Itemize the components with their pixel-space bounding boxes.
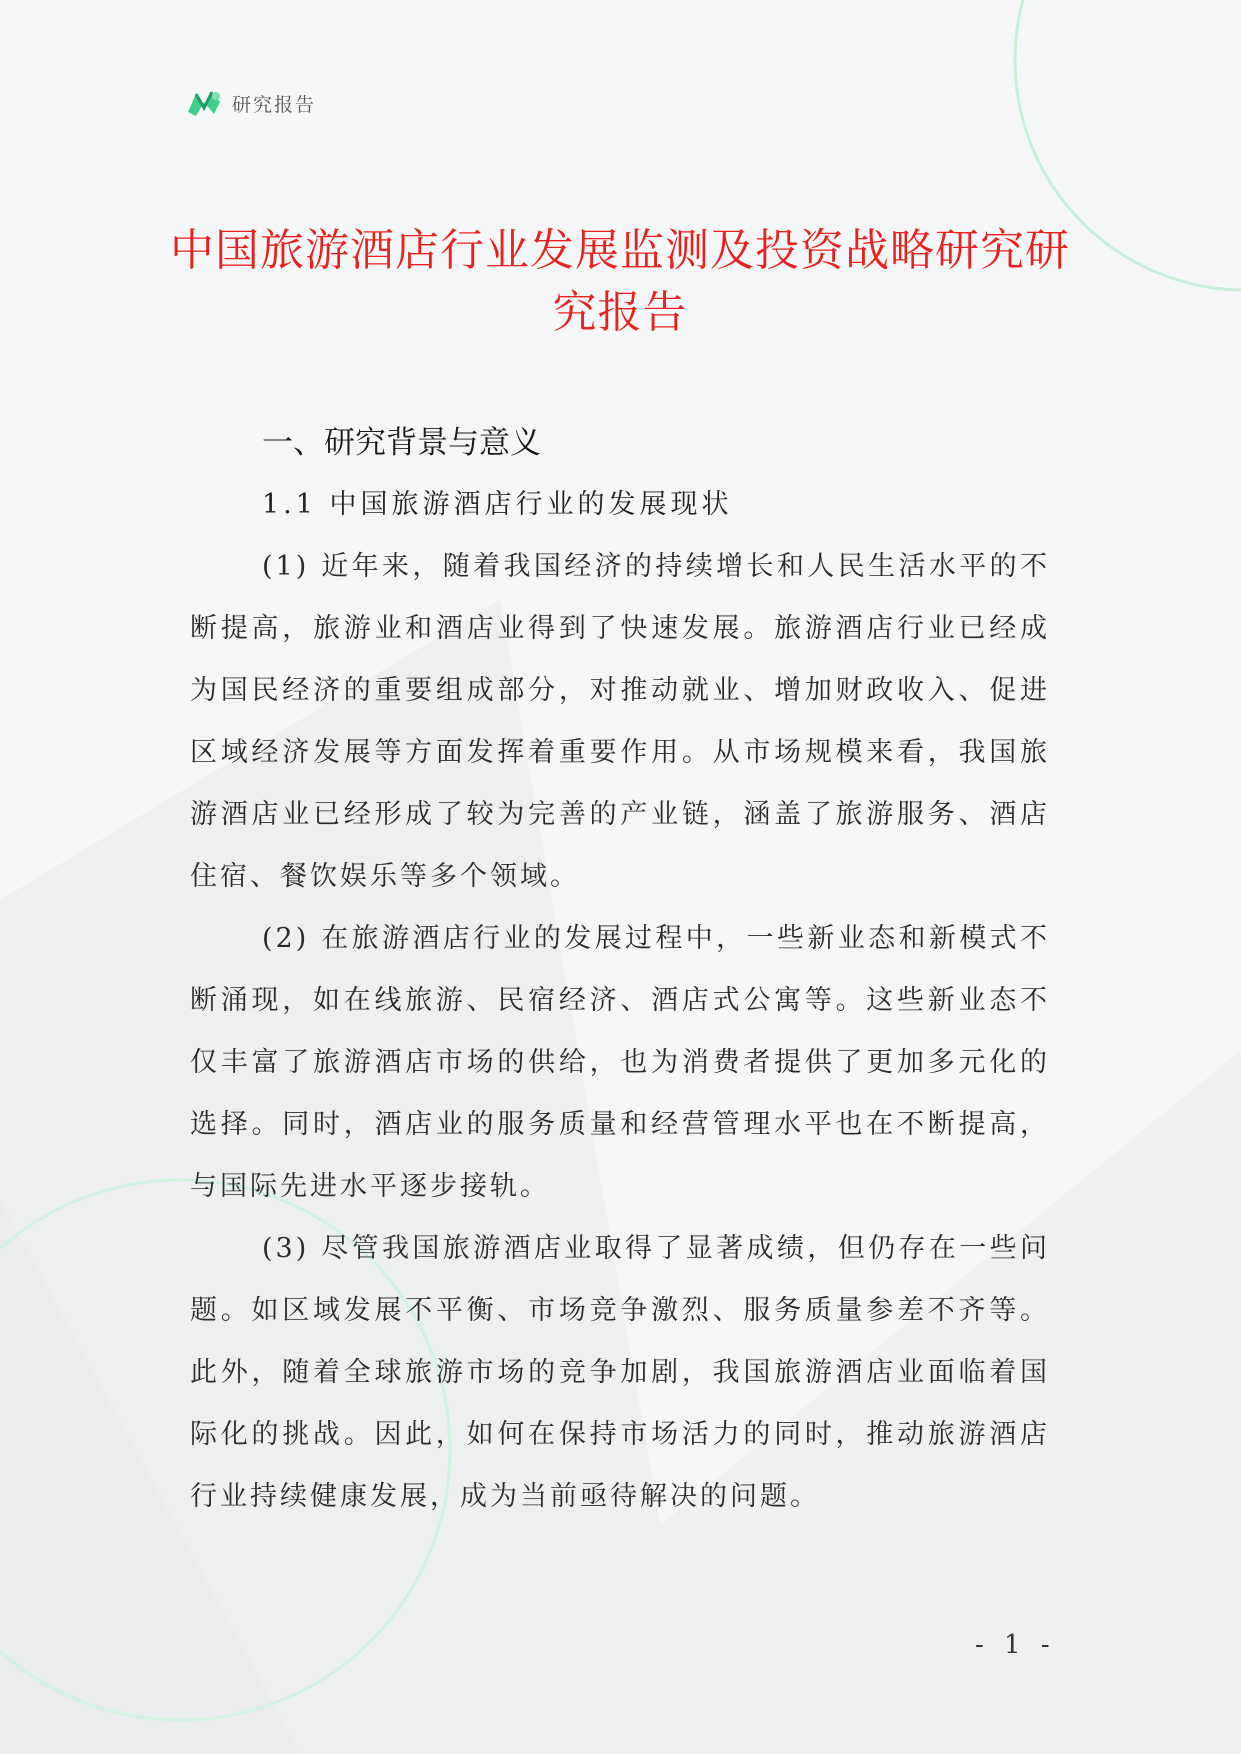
report-header xyxy=(186,88,316,118)
paragraph: (3) 尽管我国旅游酒店业取得了显著成绩，但仍存在一些问题。如区域发展不平衡、市场竞争激烈、服务质量参差不齐等。此外，随着全球旅游市场的竞争加剧，我国旅游酒店业面临着国际化的挑战。因此，如何在保持市场活力的同时，推动旅游酒店行业持续健康发展，成为当前亟待解决的问题。 xyxy=(190,1233,1050,1512)
brand-logo-icon xyxy=(186,88,222,118)
paragraph: (2) 在旅游酒店行业的发展过程中，一些新业态和新模式不断涌现，如在线旅游、民宿经济、酒店式公寓等。这些新业态不仅丰富了旅游酒店市场的供给，也为消费者提供了更加多元化的选择。同时，酒店业的服务质量和经营管理水平也在不断提高，与国际先进水平逐步接轨。 xyxy=(190,923,1050,1202)
paragraph: (1) 近年来，随着我国经济的持续增长和人民生活水平的不断提高，旅游业和酒店业得到了快速发展。旅游酒店行业已经成为国民经济的重要组成部分，对推动就业、增加财政收入、促进区域经济发展等方面发挥着重要作用。从市场规模来看，我国旅游酒店业已经形成了较为完善的产业链，涵盖了旅游服务、酒店住宿、餐饮娱乐等多个领域。 xyxy=(190,551,1050,892)
subsection-heading: 1.1 中国旅游酒店行业的发展现状 xyxy=(262,489,733,520)
page-number: - 1 - xyxy=(975,1630,1056,1660)
document-body xyxy=(190,412,1050,1528)
header-label: 研究报告 xyxy=(232,93,317,116)
section-heading: 一、研究背景与意义 xyxy=(262,425,541,461)
document-title: 中国旅游酒店行业发展监测及投资战略研究研究报告 xyxy=(170,225,1070,338)
